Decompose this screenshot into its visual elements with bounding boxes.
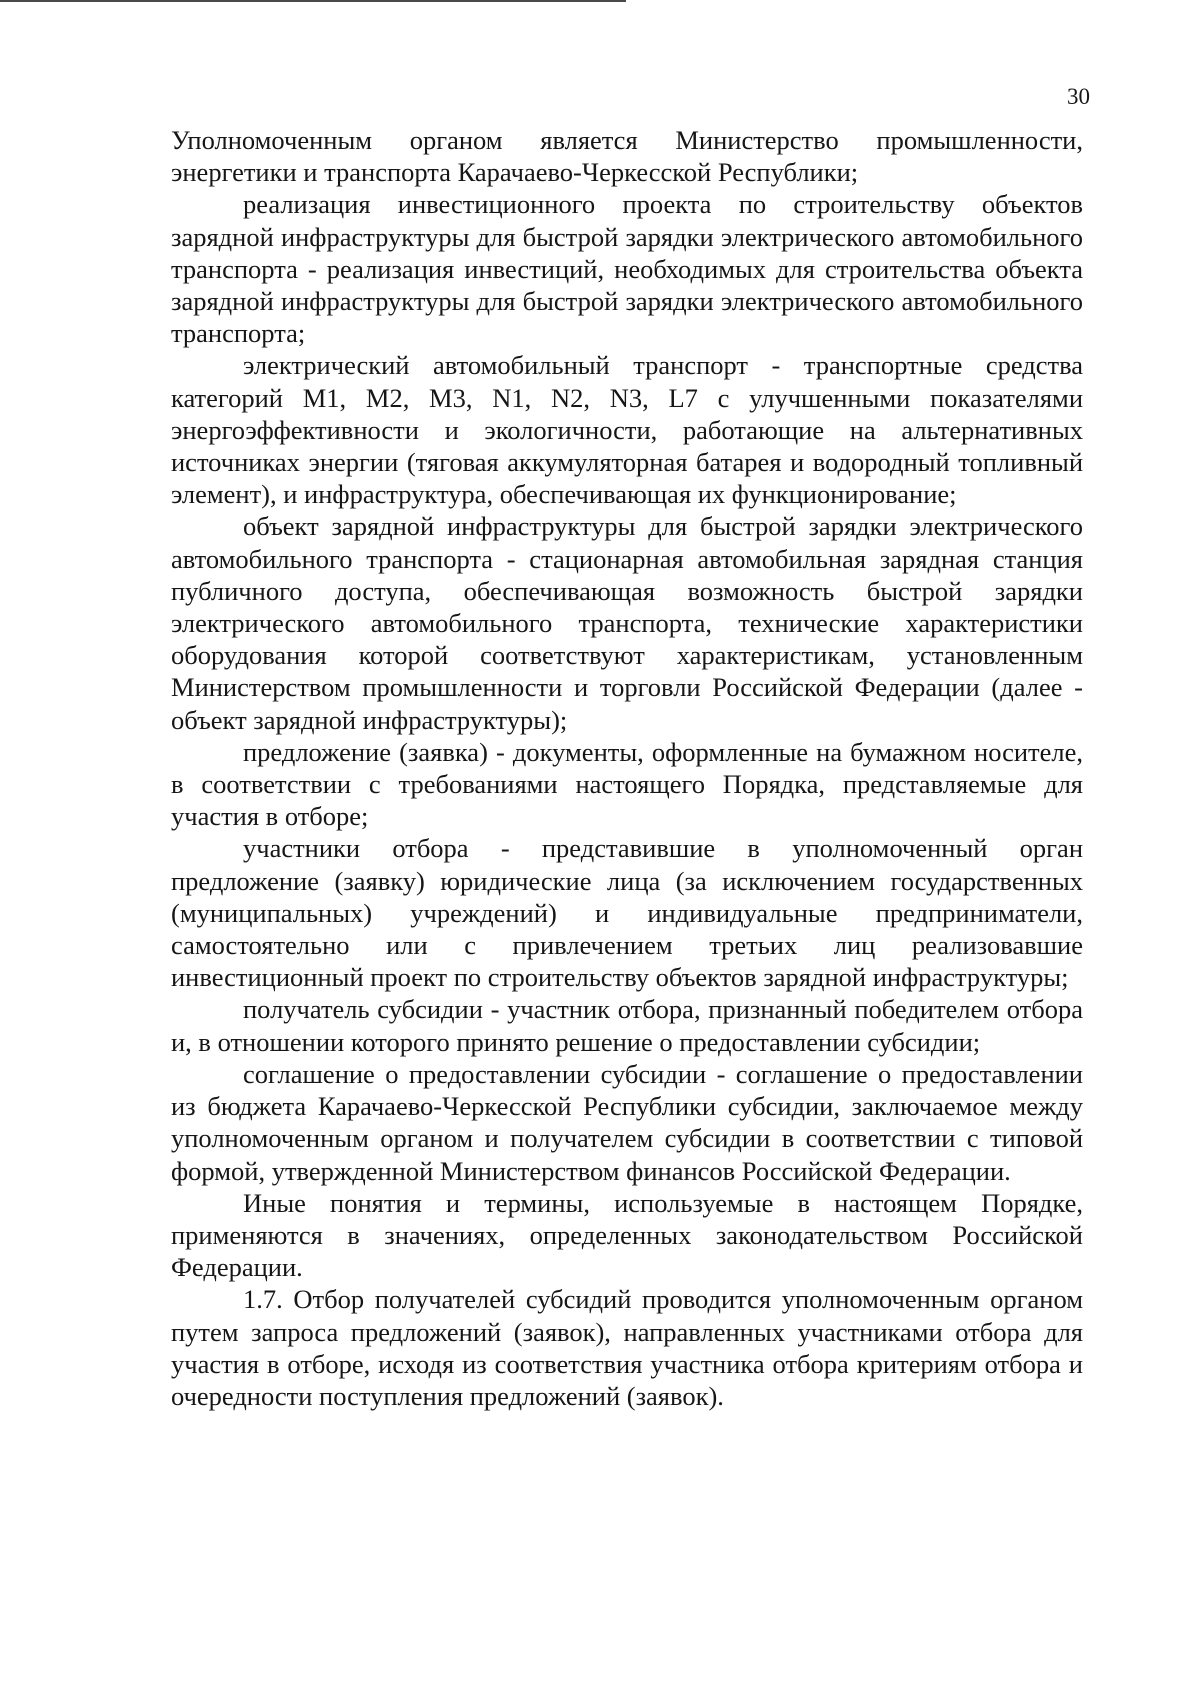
paragraph-section-1-7: 1.7. Отбор получателей субсидий проводится уполномоченным органом путем запроса предложений (заявок), направленных участниками отбора для участия в отборе, исходя из соответствия участника отбора критериям отбора и очередности поступления предложений (заявок). — [171, 1284, 1083, 1411]
paragraph-subsidy-recipient: получатель субсидии - участник отбора, признанный победителем отбора и, в отношении которого принято решение о предоставлении субсидии; — [171, 994, 1083, 1057]
paragraph-electric-transport: электрический автомобильный транспорт - транспортные средства категорий M1, M2, M3, N1, N2, N3, L7 с улучшенными показателями энергоэффективности и экологичности, работающие на альтернативных источниках энергии (тяговая аккумуляторная батарея и водородный топливный элемент), и инфраструктура, обеспечивающая их функционирование; — [171, 350, 1083, 510]
paragraph-other-terms: Иные понятия и термины, используемые в настоящем Порядке, применяются в значениях, определенных законодательством Российской Федерации. — [171, 1187, 1083, 1283]
document-body — [171, 124, 1083, 1412]
paragraph-selection-participants: участники отбора - представившие в уполномоченный орган предложение (заявку) юридические лица (за исключением государственных (муниципальных) учреждений) и индивидуальные предприниматели, самостоятельно или с привлечением третьих лиц реализовавшие инвестиционный проект по строительству объектов зарядной инфраструктуры; — [171, 833, 1083, 993]
page-number: 30 — [1067, 84, 1090, 109]
scan-edge-line — [0, 0, 626, 2]
paragraph-proposal: предложение (заявка) - документы, оформленные на бумажном носителе, в соответствии с требованиями настоящего Порядка, представляемые для участия в отборе; — [171, 736, 1083, 832]
paragraph-charging-facility: объект зарядной инфраструктуры для быстрой зарядки электрического автомобильного транспорта - стационарная автомобильная зарядная станция публичного доступа, обеспечивающая возможность быстрой зарядки электрического автомобильного транспорта, технические характеристики оборудования которой соответствуют характеристикам, установленным Министерством промышленности и торговли Российской Федерации (далее - объект зарядной инфраструктуры); — [171, 511, 1083, 735]
paragraph-investment-project: реализация инвестиционного проекта по строительству объектов зарядной инфраструктуры для быстрой зарядки электрического автомобильного транспорта - реализация инвестиций, необходимых для строительства объекта зарядной инфраструктуры для быстрой зарядки электрического автомобильного транспорта; — [171, 189, 1083, 349]
paragraph-authorized-body: Уполномоченным органом является Министерство промышленности, энергетики и транспорта Карачаево-Черкесской Республики; — [171, 125, 1083, 188]
paragraph-subsidy-agreement: соглашение о предоставлении субсидии - соглашение о предоставлении из бюджета Карачаево-Черкесской Республики субсидии, заключаемое между уполномоченным органом и получателем субсидии в соответствии с типовой формой, утвержденной Министерством финансов Российской Федерации. — [171, 1058, 1083, 1186]
